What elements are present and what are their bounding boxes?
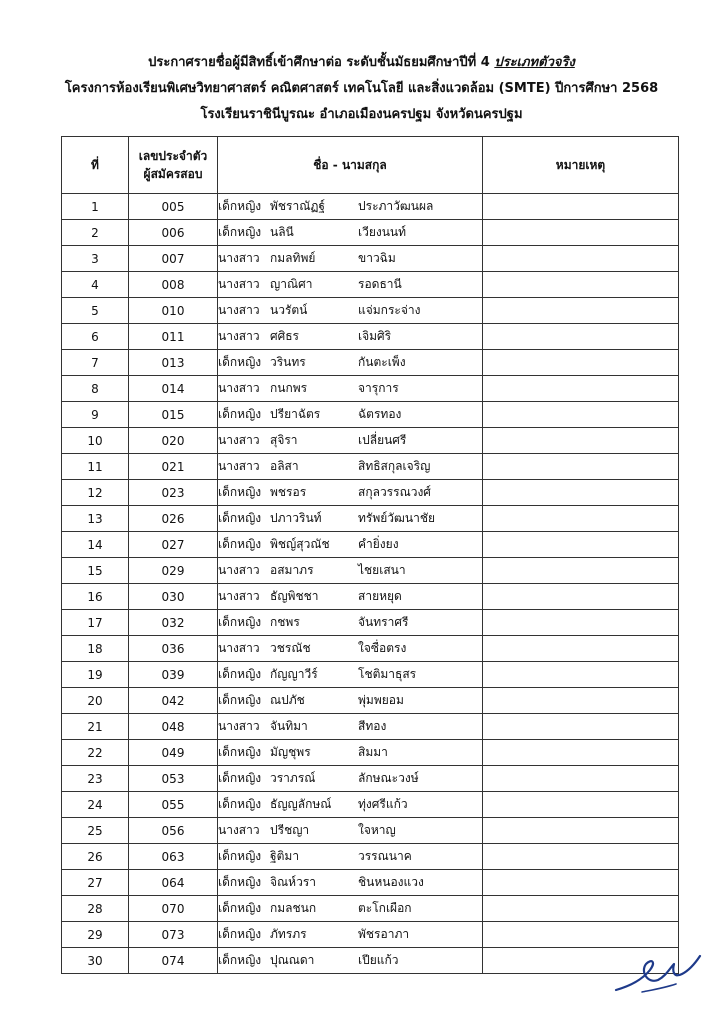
applicant-id: 015 [129, 402, 218, 428]
row-number: 26 [62, 844, 129, 870]
student-name [218, 194, 483, 220]
last-name: ใจซื่อตรง [358, 641, 407, 655]
row-number: 27 [62, 870, 129, 896]
table-row [62, 610, 679, 636]
student-name [218, 792, 483, 818]
name-prefix: เด็กหญิง [218, 485, 262, 499]
table-row [62, 506, 679, 532]
row-number: 22 [62, 740, 129, 766]
remark-cell [483, 402, 679, 428]
last-name: เปลี่ยนศรี [358, 433, 407, 447]
remark-cell [483, 688, 679, 714]
col-header-no: ที่ [62, 137, 129, 194]
applicant-id: 063 [129, 844, 218, 870]
student-name [218, 272, 483, 298]
applicant-id: 027 [129, 532, 218, 558]
first-name: ธัญพิชชา [270, 589, 319, 603]
remark-cell [483, 480, 679, 506]
col-header-name: ชื่อ - นามสกุล [218, 137, 483, 194]
first-name: กมลทิพย์ [270, 251, 316, 265]
row-number: 13 [62, 506, 129, 532]
table-row [62, 428, 679, 454]
last-name: ขาวฉิม [358, 251, 396, 265]
last-name: จารุการ [358, 381, 399, 395]
student-name [218, 896, 483, 922]
student-name [218, 324, 483, 350]
row-number: 4 [62, 272, 129, 298]
first-name: ศศิธร [270, 329, 300, 343]
first-name: ณปภัช [270, 693, 305, 707]
first-name: ปรียาฉัตร [270, 407, 321, 421]
student-name [218, 688, 483, 714]
remark-cell [483, 584, 679, 610]
table-row [62, 376, 679, 402]
row-number: 28 [62, 896, 129, 922]
student-name [218, 402, 483, 428]
remark-cell [483, 636, 679, 662]
last-name: โชติมาธุสร [358, 667, 417, 681]
last-name: แจ่มกระจ่าง [358, 303, 421, 317]
table-row [62, 740, 679, 766]
name-prefix: เด็กหญิง [218, 355, 262, 369]
student-name [218, 636, 483, 662]
col-header-remark: หมายเหตุ [483, 137, 679, 194]
student-name [218, 220, 483, 246]
applicant-id: 055 [129, 792, 218, 818]
table-header-row [62, 137, 679, 194]
row-number: 30 [62, 948, 129, 974]
remark-cell [483, 246, 679, 272]
student-name [218, 818, 483, 844]
table-row [62, 714, 679, 740]
col-header-applicant-id [129, 137, 218, 194]
row-number: 11 [62, 454, 129, 480]
applicant-id: 049 [129, 740, 218, 766]
name-prefix: นางสาว [218, 563, 260, 577]
first-name: วรินทร [270, 355, 306, 369]
table-row [62, 636, 679, 662]
name-prefix: เด็กหญิง [218, 927, 262, 941]
last-name: ลักษณะวงษ์ [358, 771, 419, 785]
row-number: 17 [62, 610, 129, 636]
first-name: วชรณัช [270, 641, 311, 655]
row-number: 9 [62, 402, 129, 428]
remark-cell [483, 870, 679, 896]
name-prefix: นางสาว [218, 459, 260, 473]
last-name: คำยิ่งยง [358, 537, 399, 551]
applicant-id: 064 [129, 870, 218, 896]
table-row [62, 272, 679, 298]
remark-cell [483, 896, 679, 922]
applicant-id: 029 [129, 558, 218, 584]
col-header-id-line1: เลขประจำตัว [138, 149, 208, 163]
name-prefix: เด็กหญิง [218, 693, 262, 707]
applicant-id: 030 [129, 584, 218, 610]
remark-cell [483, 220, 679, 246]
table-row [62, 350, 679, 376]
applicant-id: 048 [129, 714, 218, 740]
name-prefix: เด็กหญิง [218, 901, 262, 915]
applicant-id: 020 [129, 428, 218, 454]
remark-cell [483, 792, 679, 818]
row-number: 10 [62, 428, 129, 454]
last-name: ทรัพย์วัฒนาชัย [358, 511, 435, 525]
last-name: เจิมศิริ [358, 329, 392, 343]
name-prefix: นางสาว [218, 381, 260, 395]
name-prefix: เด็กหญิง [218, 771, 262, 785]
student-roster-table [61, 136, 679, 974]
table-row [62, 792, 679, 818]
remark-cell [483, 272, 679, 298]
applicant-id: 005 [129, 194, 218, 220]
row-number: 3 [62, 246, 129, 272]
student-name [218, 376, 483, 402]
applicant-id: 039 [129, 662, 218, 688]
applicant-id: 056 [129, 818, 218, 844]
first-name: จันทิมา [270, 719, 308, 733]
table-row [62, 948, 679, 974]
student-name [218, 480, 483, 506]
name-prefix: เด็กหญิง [218, 875, 262, 889]
name-prefix: นางสาว [218, 433, 260, 447]
last-name: จันทราศรี [358, 615, 409, 629]
announcement-header [0, 50, 723, 128]
row-number: 7 [62, 350, 129, 376]
applicant-id: 070 [129, 896, 218, 922]
table-body [62, 194, 679, 974]
first-name: จิณห์วรา [270, 875, 316, 889]
name-prefix: นางสาว [218, 277, 260, 291]
first-name: กชพร [270, 615, 300, 629]
student-name [218, 298, 483, 324]
last-name: ตะโกเผือก [358, 901, 412, 915]
table-row [62, 844, 679, 870]
student-name [218, 558, 483, 584]
table-row [62, 688, 679, 714]
name-prefix: เด็กหญิง [218, 667, 262, 681]
last-name: ทุ่งศรีแก้ว [358, 797, 408, 811]
remark-cell [483, 818, 679, 844]
table-row [62, 298, 679, 324]
name-prefix: เด็กหญิง [218, 745, 262, 759]
student-name [218, 714, 483, 740]
student-name [218, 246, 483, 272]
student-name [218, 766, 483, 792]
name-prefix: นางสาว [218, 589, 260, 603]
first-name: นลินี [270, 225, 294, 239]
student-name [218, 870, 483, 896]
remark-cell [483, 376, 679, 402]
table-row [62, 584, 679, 610]
last-name: สายหยุด [358, 589, 402, 603]
last-name: สิทธิสกุลเจริญ [358, 459, 431, 473]
applicant-id: 013 [129, 350, 218, 376]
row-number: 8 [62, 376, 129, 402]
remark-cell [483, 714, 679, 740]
last-name: สกุลวรรณวงศ์ [358, 485, 431, 499]
name-prefix: นางสาว [218, 719, 260, 733]
table-row [62, 558, 679, 584]
first-name: ภัทรภร [270, 927, 307, 941]
row-number: 19 [62, 662, 129, 688]
first-name: ธัญญลักษณ์ [270, 797, 332, 811]
row-number: 15 [62, 558, 129, 584]
applicant-id: 010 [129, 298, 218, 324]
name-prefix: เด็กหญิง [218, 407, 262, 421]
student-name [218, 506, 483, 532]
header-line-2: โครงการห้องเรียนพิเศษวิทยาศาสตร์ คณิตศาสตร์ เทคโนโลยี และสิ่งแวดล้อม (SMTE) ปีการศึกษา 2568 [64, 81, 659, 96]
last-name: สีทอง [358, 719, 387, 733]
remark-cell [483, 428, 679, 454]
remark-cell [483, 454, 679, 480]
remark-cell [483, 844, 679, 870]
row-number: 6 [62, 324, 129, 350]
first-name: ปุณณดา [270, 953, 315, 967]
first-name: ฐิติมา [270, 849, 300, 863]
remark-cell [483, 532, 679, 558]
table-row [62, 246, 679, 272]
student-name [218, 948, 483, 974]
header-title: ประกาศรายชื่อผู้มีสิทธิ์เข้าศึกษาต่อ ระดับชั้นมัธยมศึกษาปีที่ 4 [148, 55, 495, 70]
row-number: 25 [62, 818, 129, 844]
applicant-id: 021 [129, 454, 218, 480]
first-name: พิชญ์สุวณัช [270, 537, 330, 551]
row-number: 5 [62, 298, 129, 324]
remark-cell [483, 298, 679, 324]
first-name: กัญญาวีร์ [270, 667, 318, 681]
row-number: 29 [62, 922, 129, 948]
remark-cell [483, 766, 679, 792]
last-name: ชินหนองแวง [358, 875, 424, 889]
table-row [62, 220, 679, 246]
header-category: ประเภทตัวจริง [494, 55, 575, 70]
student-name [218, 662, 483, 688]
applicant-id: 053 [129, 766, 218, 792]
remark-cell [483, 194, 679, 220]
first-name: กนกพร [270, 381, 308, 395]
signature-icon [612, 940, 712, 1000]
student-name [218, 532, 483, 558]
applicant-id: 007 [129, 246, 218, 272]
table-row [62, 402, 679, 428]
first-name: พชรอร [270, 485, 307, 499]
last-name: รอดธานี [358, 277, 402, 291]
first-name: อลิสา [270, 459, 299, 473]
name-prefix: นางสาว [218, 251, 260, 265]
applicant-id: 014 [129, 376, 218, 402]
col-header-id-line2: ผู้สมัครสอบ [143, 167, 203, 181]
name-prefix: นางสาว [218, 823, 260, 837]
first-name: ญาณิศา [270, 277, 313, 291]
name-prefix: เด็กหญิง [218, 615, 262, 629]
last-name: เวียงนนท์ [358, 225, 407, 239]
last-name: วรรณนาค [358, 849, 412, 863]
row-number: 2 [62, 220, 129, 246]
remark-cell [483, 558, 679, 584]
student-name [218, 428, 483, 454]
row-number: 24 [62, 792, 129, 818]
row-number: 14 [62, 532, 129, 558]
student-name [218, 350, 483, 376]
student-name [218, 844, 483, 870]
table-row [62, 532, 679, 558]
name-prefix: เด็กหญิง [218, 225, 262, 239]
applicant-id: 026 [129, 506, 218, 532]
header-line-1 [0, 50, 723, 76]
table-row [62, 922, 679, 948]
remark-cell [483, 662, 679, 688]
applicant-id: 006 [129, 220, 218, 246]
applicant-id: 042 [129, 688, 218, 714]
first-name: อสมาภร [270, 563, 314, 577]
name-prefix: เด็กหญิง [218, 953, 262, 967]
table-row [62, 766, 679, 792]
remark-cell [483, 350, 679, 376]
row-number: 21 [62, 714, 129, 740]
name-prefix: เด็กหญิง [218, 537, 262, 551]
student-name [218, 610, 483, 636]
first-name: วราภรณ์ [270, 771, 316, 785]
last-name: ใจหาญ [358, 823, 396, 837]
student-name [218, 584, 483, 610]
applicant-id: 036 [129, 636, 218, 662]
name-prefix: เด็กหญิง [218, 199, 262, 213]
remark-cell [483, 740, 679, 766]
first-name: นวรัตน์ [270, 303, 308, 317]
last-name: กันตะเพ็ง [358, 355, 406, 369]
table-row [62, 662, 679, 688]
student-name [218, 454, 483, 480]
table-row [62, 324, 679, 350]
row-number: 20 [62, 688, 129, 714]
applicant-id: 073 [129, 922, 218, 948]
row-number: 18 [62, 636, 129, 662]
remark-cell [483, 610, 679, 636]
applicant-id: 074 [129, 948, 218, 974]
first-name: สุจิรา [270, 433, 298, 447]
remark-cell [483, 324, 679, 350]
last-name: ฉัตรทอง [358, 407, 402, 421]
name-prefix: นางสาว [218, 641, 260, 655]
first-name: พัชราณัฏฐ์ [270, 199, 326, 213]
last-name: พุ่มพยอม [358, 693, 404, 707]
row-number: 23 [62, 766, 129, 792]
student-name [218, 922, 483, 948]
last-name: ไชยเสนา [358, 563, 406, 577]
name-prefix: เด็กหญิง [218, 797, 262, 811]
applicant-id: 032 [129, 610, 218, 636]
last-name: เปียแก้ว [358, 953, 399, 967]
table-row [62, 870, 679, 896]
name-prefix: เด็กหญิง [218, 849, 262, 863]
row-number: 16 [62, 584, 129, 610]
applicant-id: 011 [129, 324, 218, 350]
last-name: ประภาวัฒนผล [358, 199, 434, 213]
first-name: กมลชนก [270, 901, 317, 915]
applicant-id: 008 [129, 272, 218, 298]
applicant-id: 023 [129, 480, 218, 506]
name-prefix: เด็กหญิง [218, 511, 262, 525]
first-name: มัญชุพร [270, 745, 311, 759]
table-row [62, 896, 679, 922]
row-number: 12 [62, 480, 129, 506]
first-name: ปรีชญา [270, 823, 310, 837]
last-name: พัชรอาภา [358, 927, 410, 941]
first-name: ปภาวรินท์ [270, 511, 322, 525]
last-name: สิมมา [358, 745, 388, 759]
table-row [62, 194, 679, 220]
table-row [62, 480, 679, 506]
table-row [62, 454, 679, 480]
remark-cell [483, 506, 679, 532]
name-prefix: นางสาว [218, 303, 260, 317]
student-name [218, 740, 483, 766]
row-number: 1 [62, 194, 129, 220]
name-prefix: นางสาว [218, 329, 260, 343]
table-row [62, 818, 679, 844]
header-line-3: โรงเรียนราชินีบูรณะ อำเภอเมืองนครปฐม จังหวัดนครปฐม [200, 107, 523, 122]
